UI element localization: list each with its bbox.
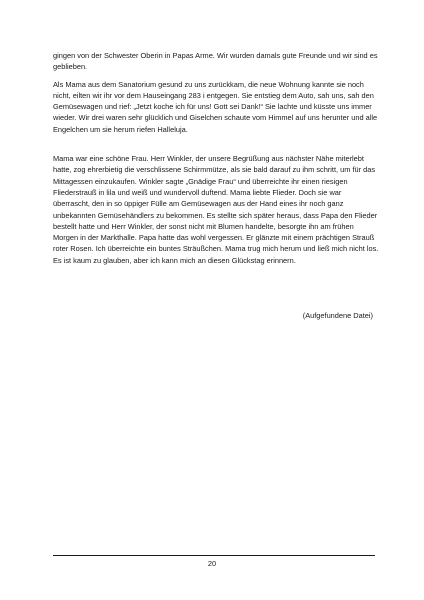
paragraph-2: Als Mama aus dem Sanatorium gesund zu uns zurückkam, die neue Wohnung kannte sie noch nicht, eilten wir ihr vor dem Hauseingang 283 i entgegen. Sie entstieg dem Auto, sah uns, sah den Gemüsewagen und rief: „Jetzt koche ich für uns! Gott sei Dank!“ Sie lachte und küsste uns immer wieder. Wir drei waren sehr glücklich und Giselchen schaute vom Himmel auf uns herunter und alle Engelchen um sie herum riefen Halleluja.	[53, 79, 378, 134]
body-text	[53, 50, 379, 266]
source-note: (Aufgefundene Datei)	[302, 311, 373, 320]
paragraph-3: Mama war eine schöne Frau. Herr Winkler, der unsere Begrüßung aus nächster Nähe miterlebt hatte, zog ehrerbietig die verschlissene Schirmmütze, als sie bald darauf zu ihm schritt, um für das Mittagessen einzukaufen. Winkler sagte „Gnädige Frau“ und überreichte ihr einen riesigen Fliederstrauß in lila und weiß und wundervoll duftend. Mama liebte Flieder. Doch sie war überrascht, den in so üppiger Fülle am Gemüsewagen aus der Hand eines ihr noch ganz unbekannten Gemüsehändlers zu bekommen. Es stellte sich später heraus, dass Papa den Flieder bestellt hatte und Herr Winkler, der sonst nicht mit Blumen handelte, besorgte ihn am frühen Morgen in der Markthalle. Papa hatte das wohl vergessen. Er glänzte mit einem prächtigen Strauß roter Rosen. Ich überreichte ein buntes Sträußchen. Mama trug mich herum und ließ mich nicht los. Es ist kaum zu glauben, aber ich kann mich an diesen Glückstag erinnern.	[53, 154, 379, 265]
page-number: 20	[207, 559, 217, 568]
footer-divider	[53, 555, 375, 556]
paragraph-1: gingen von der Schwester Oberin in Papas Arme. Wir wurden damals gute Freunde und wir sind es geblieben.	[53, 51, 378, 72]
